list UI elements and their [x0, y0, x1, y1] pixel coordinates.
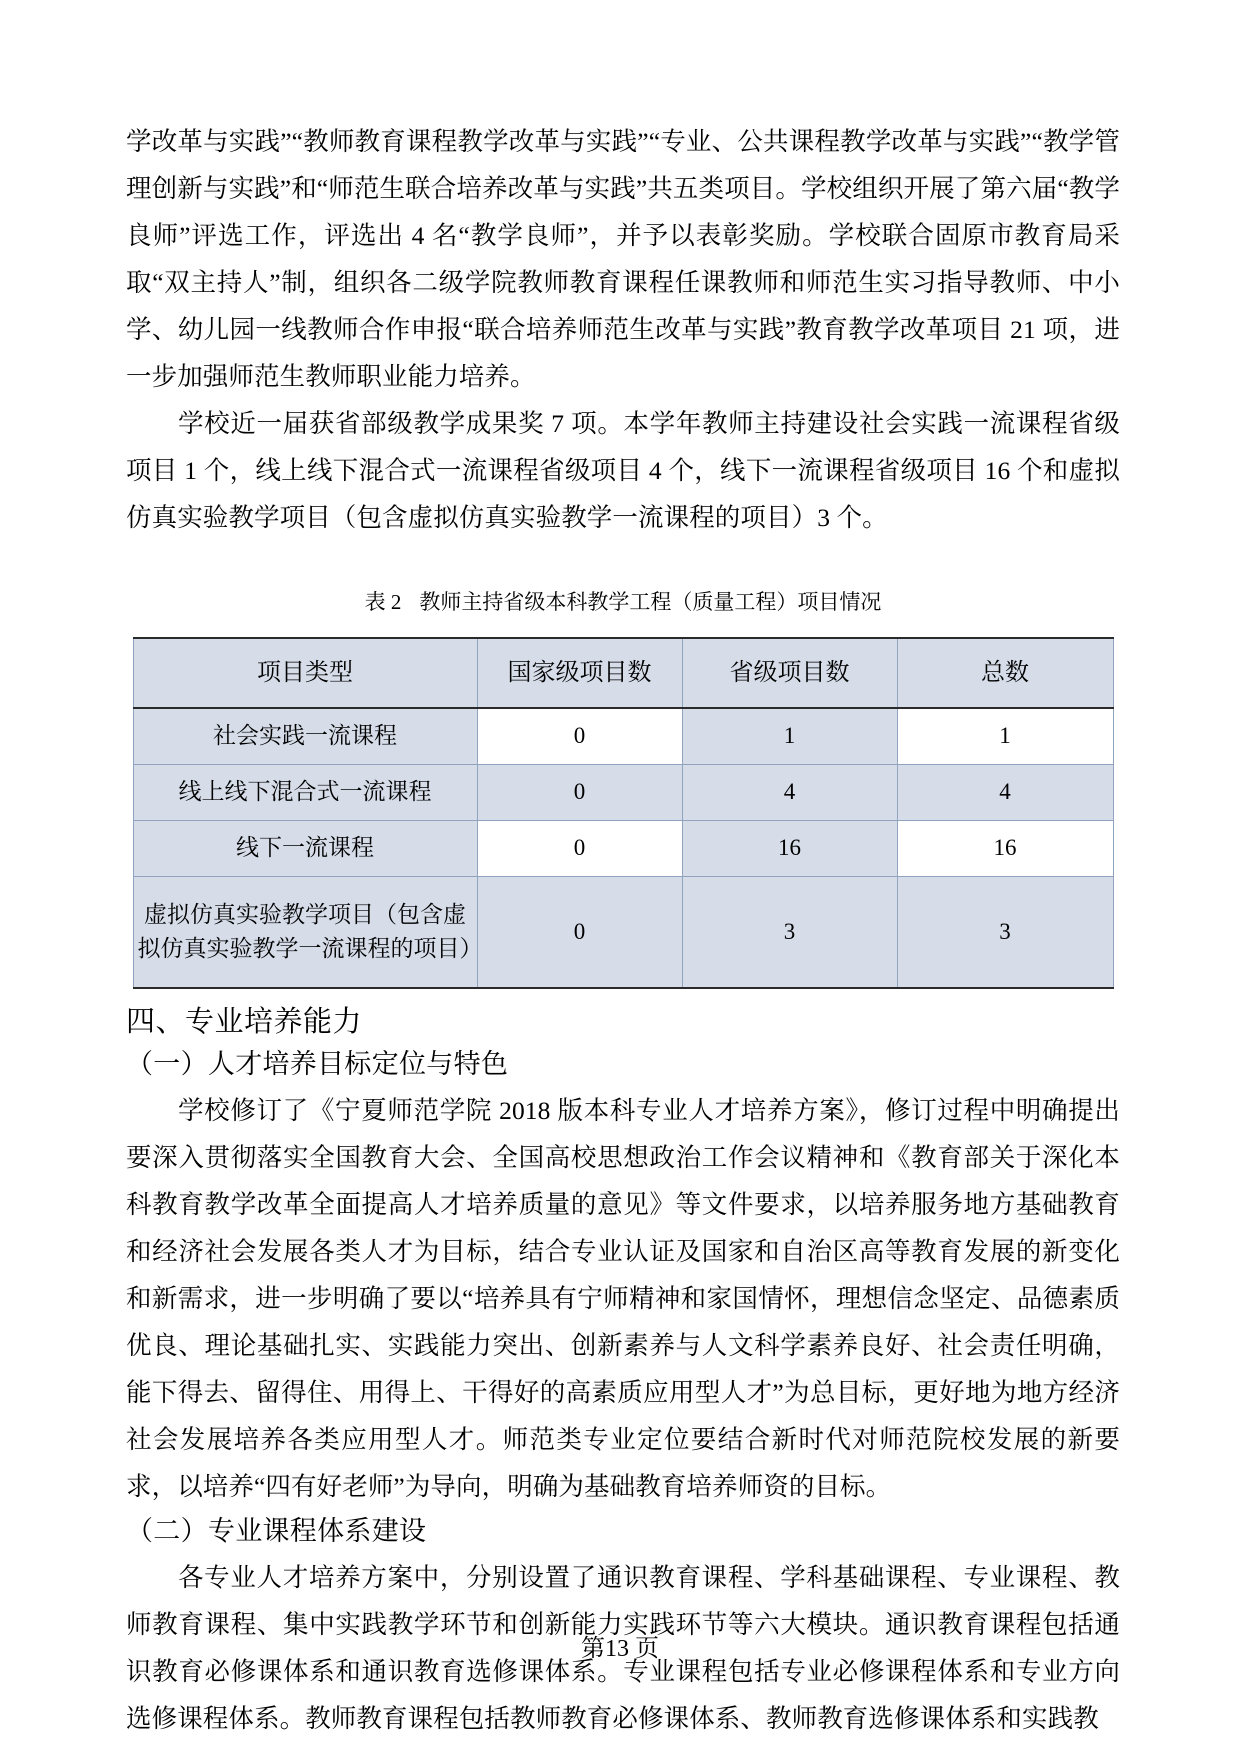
subsection-heading-two: （二）专业课程体系建设 [126, 1516, 427, 1547]
page-number: 第13 页 [581, 1636, 659, 1662]
table-header-provincial-count: 省级项目数 [682, 638, 897, 708]
cell-national-count: 0 [477, 764, 682, 820]
cell-national-count: 0 [477, 876, 682, 988]
page-footer [0, 1628, 1240, 1663]
cell-provincial-count: 1 [682, 708, 897, 764]
cell-total: 1 [897, 708, 1113, 764]
table-header-total: 总数 [897, 638, 1113, 708]
paragraph-achievements: 学校近一届获省部级教学成果奖 7 项。本学年教师主持建设社会实践一流课程省级项目 1 个，线上线下混合式一流课程省级项目 4 个，线下一流课程省级项目 16 个和虚拟仿真实验教学项目（包含虚拟仿真实验教学一流课程的项目）3 个。 [126, 409, 1120, 532]
table-row [133, 764, 1113, 820]
cell-national-count: 0 [477, 820, 682, 876]
cell-project-type: 虚拟仿真实验教学项目（包含虚拟仿真实验教学一流课程的项目） [133, 876, 477, 988]
paragraph-curriculum-system: 各专业人才培养方案中，分别设置了通识教育课程、学科基础课程、专业课程、教师教育课程、集中实践教学环节和创新能力实践环节等六大模块。通识教育课程包括通识教育必修课体系和通识教育选修课体系。专业课程包括专业必修课程体系和专业方向选修课程体系。教师教育课程包括教师教育必修课体系、教师教育选修课体系和实践教 [126, 1563, 1120, 1733]
section-heading-four: 四、专业培养能力 [126, 1004, 363, 1038]
table-row [133, 876, 1113, 988]
table-caption-label: 表 2 [364, 590, 402, 614]
cell-provincial-count: 16 [682, 820, 897, 876]
paragraph-training-goals: 学校修订了《宁夏师范学院 2018 版本科专业人才培养方案》，修订过程中明确提出要深入贯彻落实全国教育大会、全国高校思想政治工作会议精神和《教育部关于深化本科教育教学改革全面提高人才培养质量的意见》等文件要求，以培养服务地方基础教育和经济社会发展各类人才为目标，结合专业认证及国家和自治区高等教育发展的新变化和新需求，进一步明确了要以“培养具有宁师精神和家国情怀，理想信念坚定、品德素质优良、理论基础扎实、实践能力突出、创新素养与人文科学素养良好、社会责任明确，能下得去、留得住、用得上、干得好的高素质应用型人才”为总目标，更好地为地方经济社会发展培养各类应用型人才。师范类专业定位要结合新时代对师范院校发展的新要求，以培养“四有好老师”为导向，明确为基础教育培养师资的目标。 [126, 1096, 1120, 1501]
cell-project-type: 线下一流课程 [133, 820, 477, 876]
subsection-heading-one: （一）人才培养目标定位与特色 [126, 1049, 509, 1080]
cell-total: 4 [897, 764, 1113, 820]
cell-national-count: 0 [477, 708, 682, 764]
cell-project-type: 线上线下混合式一流课程 [133, 764, 477, 820]
cell-project-type: 社会实践一流课程 [133, 708, 477, 764]
table-header-row [133, 638, 1113, 708]
table-caption [126, 587, 1120, 617]
cell-total: 3 [897, 876, 1113, 988]
table-header-national-count: 国家级项目数 [477, 638, 682, 708]
table-header-project-type: 项目类型 [133, 638, 477, 708]
table-row [133, 820, 1113, 876]
table-caption-title: 教师主持省级本科教学工程（质量工程）项目情况 [419, 590, 882, 614]
project-statistics-table [133, 637, 1114, 989]
cell-provincial-count: 4 [682, 764, 897, 820]
cell-total: 16 [897, 820, 1113, 876]
paragraph-continuation: 学改革与实践”“教师教育课程教学改革与实践”“专业、公共课程教学改革与实践”“教学管理创新与实践”和“师范生联合培养改革与实践”共五类项目。学校组织开展了第六届“教学良师”评选工作，评选出 4 名“教学良师”，并予以表彰奖励。学校联合固原市教育局采取“双主持人”制，组织各二级学院教师教育课程任课教师和师范生实习指导教师、中小学、幼儿园一线教师合作申报“联合培养师范生改革与实践”教育教学改革项目 21 项，进一步加强师范生教师职业能力培养。 [126, 127, 1120, 391]
table-row [133, 708, 1113, 764]
cell-provincial-count: 3 [682, 876, 897, 988]
